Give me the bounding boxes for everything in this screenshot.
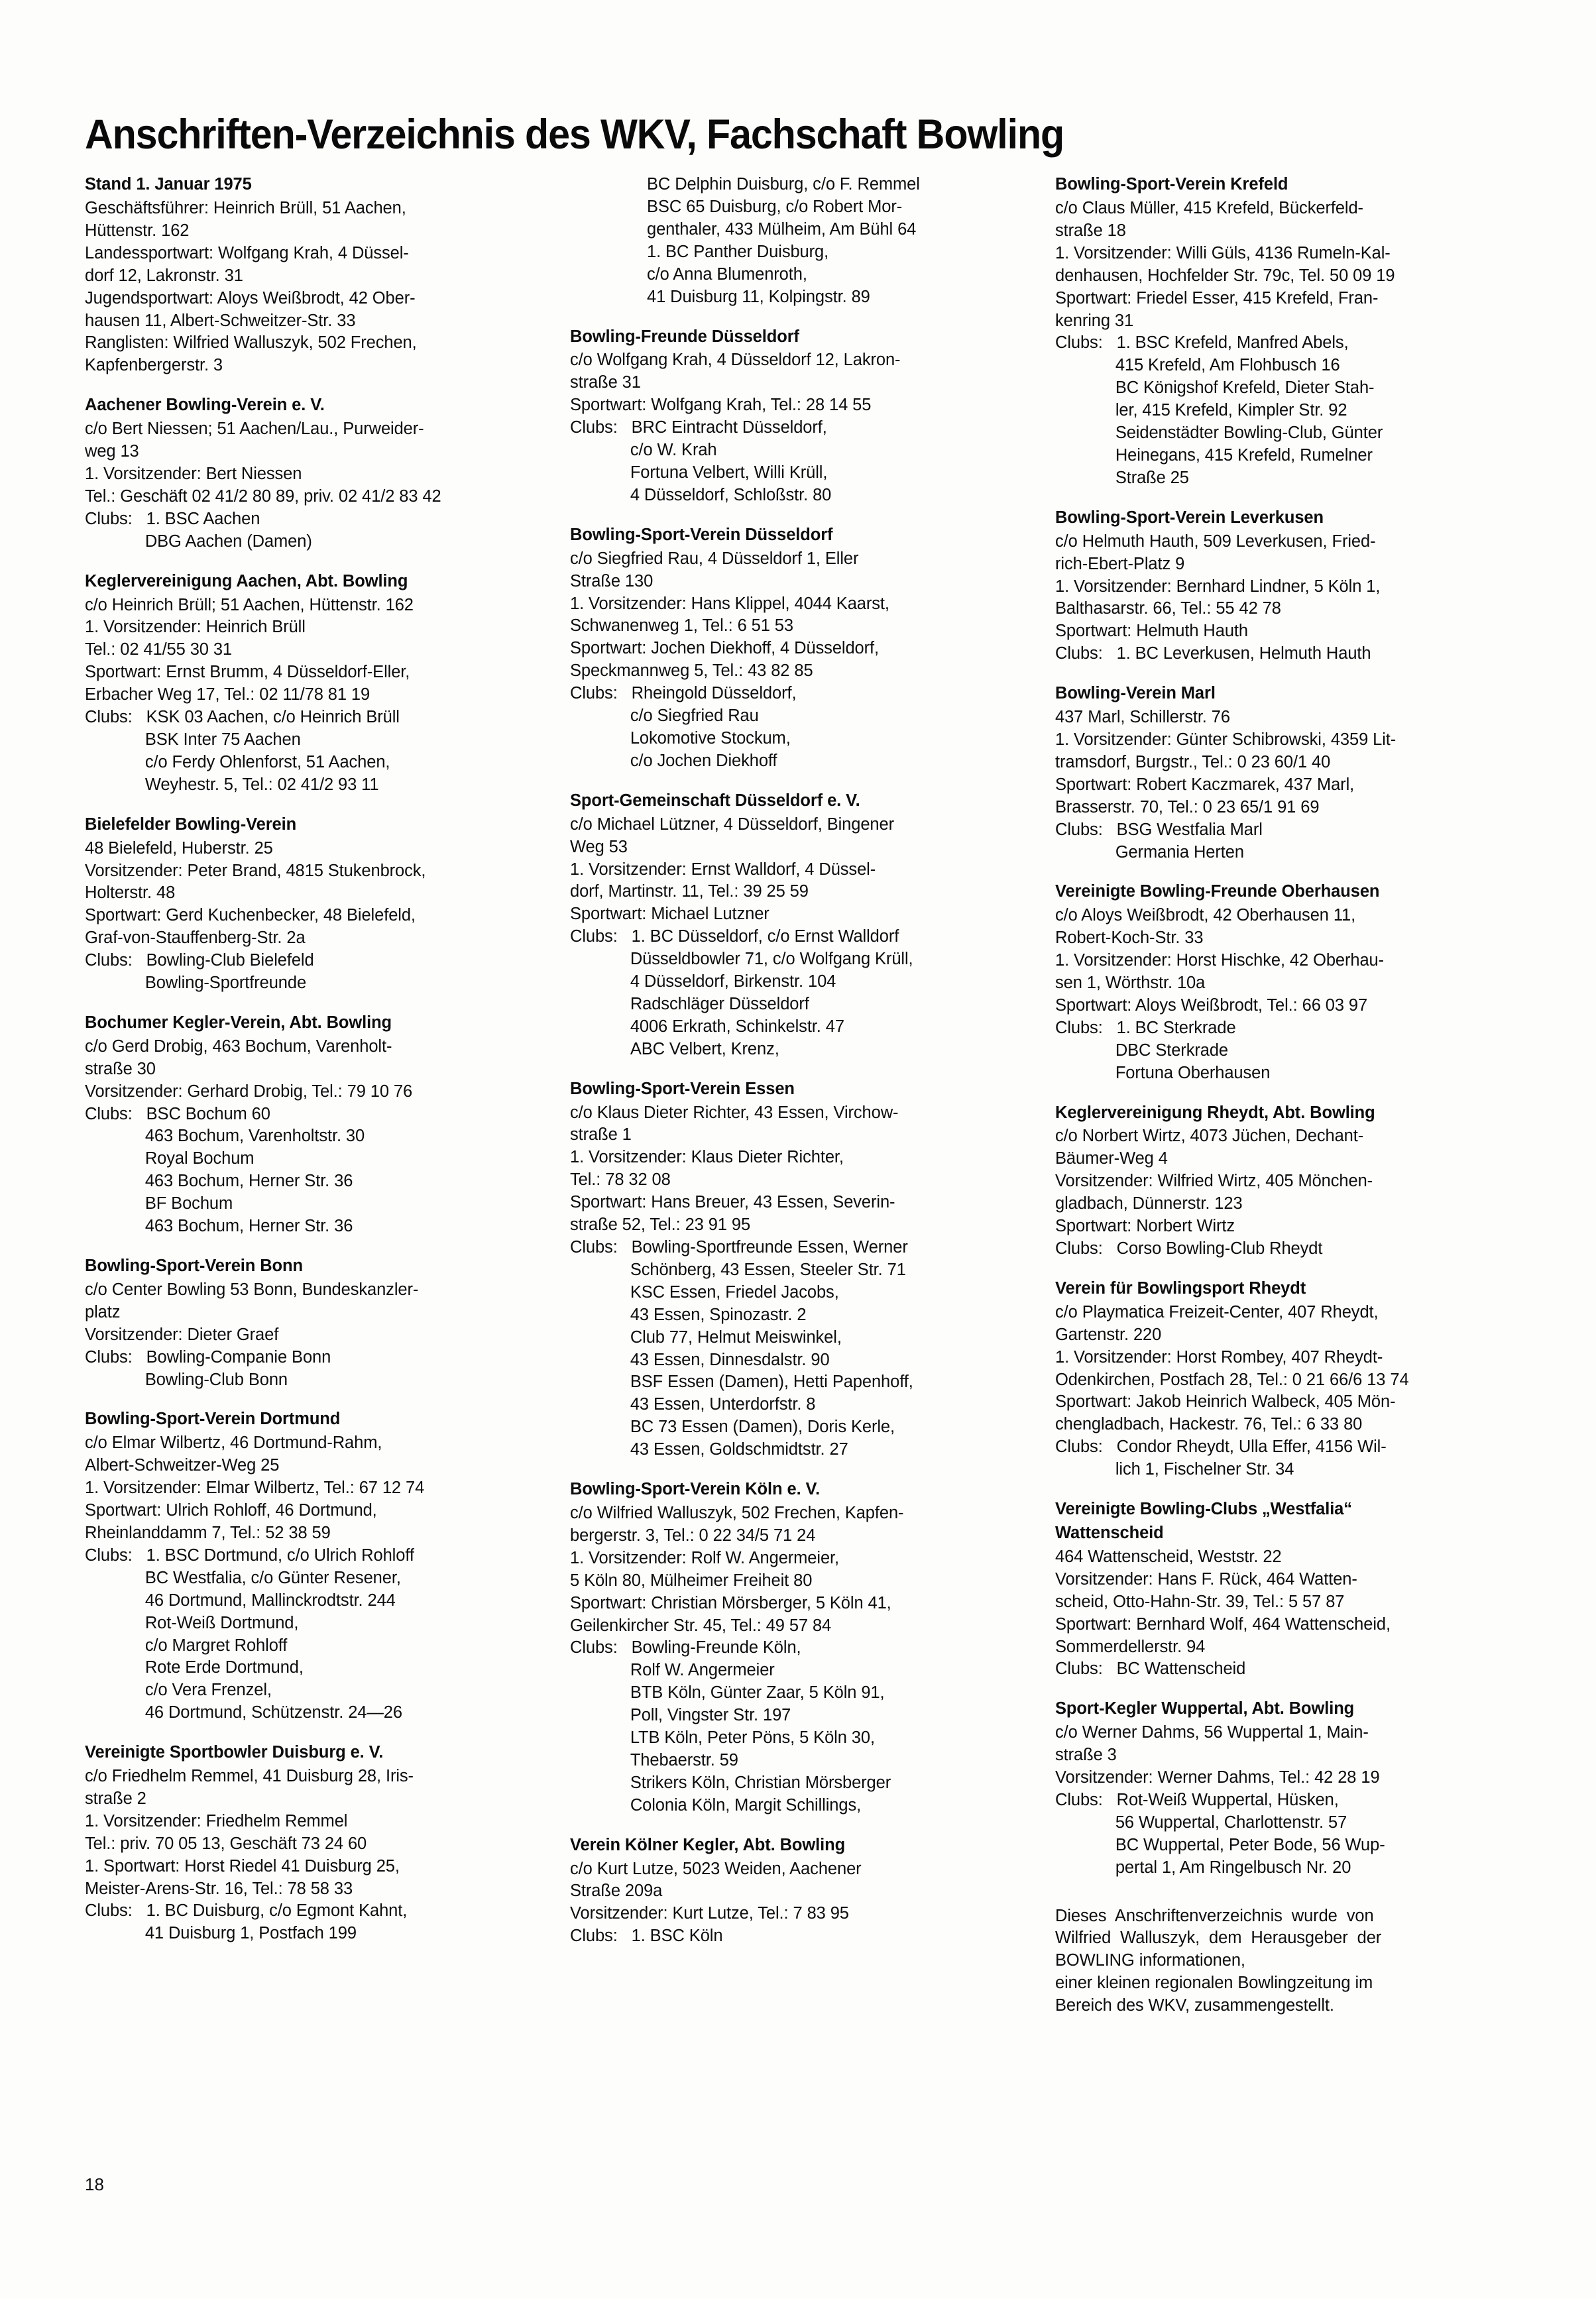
entry-line: pertal 1, Am Ringelbusch Nr. 20 <box>1055 1858 1351 1877</box>
entry-title: Bowling-Sport-Verein Köln e. V. <box>570 1480 821 1499</box>
entry-line: 48 Bielefeld, Huberstr. 25 <box>85 838 273 858</box>
entry-line: Ranglisten: Wilfried Walluszyk, 502 Frechen, <box>85 333 417 353</box>
entry-line: c/o Bert Niessen; 51 Aachen/Lau., Purweider- <box>85 420 424 439</box>
entry-line: bergerstr. 3, Tel.: 0 22 34/5 71 24 <box>570 1526 816 1545</box>
entry-line: 463 Bochum, Herner Str. 36 <box>85 1217 353 1236</box>
entry-line: c/o Jochen Diekhoff <box>570 751 777 770</box>
entry-line: Clubs: 1. BSC Dortmund, c/o Ulrich Rohloff <box>85 1545 414 1565</box>
entry-line: DBC Sterkrade <box>1055 1040 1228 1060</box>
entry-line: Albert-Schweitzer-Weg 25 <box>85 1456 280 1475</box>
entry-line: Clubs: Corso Bowling-Club Rheydt <box>1055 1239 1323 1259</box>
column-3 <box>1055 174 1510 2017</box>
entry-title: Bochumer Kegler-Verein, Abt. Bowling <box>85 1013 392 1032</box>
entry-line: Erbacher Weg 17, Tel.: 02 11/78 81 19 <box>85 685 370 704</box>
entry-title: Stand 1. Januar 1975 <box>85 175 252 194</box>
entry-line: 1. Vorsitzender: Elmar Wilbertz, Tel.: 67 12 74 <box>85 1479 425 1498</box>
entry-line: Thebaerstr. 59 <box>570 1750 738 1769</box>
entry-title: Keglervereinigung Aachen, Abt. Bowling <box>85 571 408 590</box>
entry-title: Bowling-Sport-Verein Krefeld <box>1055 175 1288 194</box>
entry-line: Vorsitzender: Kurt Lutze, Tel.: 7 83 95 <box>570 1904 849 1923</box>
entry-line: Sportwart: Bernhard Wolf, 464 Wattenscheid, <box>1055 1614 1391 1634</box>
entry-duisburg-clubs-continued <box>570 174 1025 308</box>
entry-line: c/o Ferdy Ohlenforst, 51 Aachen, <box>85 752 390 771</box>
entry-line: Schönberg, 43 Essen, Steeler Str. 71 <box>570 1260 906 1279</box>
entry-line: Schwanenweg 1, Tel.: 6 51 53 <box>570 616 793 636</box>
entry-line: Straße 209a <box>570 1881 663 1901</box>
entry-line: c/o Norbert Wirtz, 4073 Jüchen, Dechant- <box>1055 1127 1364 1146</box>
entry-bsv-bonn <box>85 1255 540 1391</box>
entry-line: Sportwart: Wolfgang Krah, Tel.: 28 14 55 <box>570 396 872 415</box>
entry-line: 43 Essen, Goldschmidtstr. 27 <box>570 1440 848 1459</box>
entry-line: BC Westfalia, c/o Günter Resener, <box>85 1568 401 1587</box>
entry-line: gladbach, Dünnerstr. 123 <box>1055 1194 1243 1213</box>
entry-line: ler, 415 Krefeld, Kimpler Str. 92 <box>1055 401 1347 420</box>
entry-line: Bowling-Club Bonn <box>85 1370 288 1389</box>
entry-line: c/o W. Krah <box>570 441 717 460</box>
entry-line: DBG Aachen (Damen) <box>85 532 312 551</box>
entry-line: c/o Wolfgang Krah, 4 Düsseldorf 12, Lakron- <box>570 351 901 370</box>
entry-line: c/o Gerd Drobig, 463 Bochum, Varenholt- <box>85 1037 392 1056</box>
entry-line: LTB Köln, Peter Pöns, 5 Köln 30, <box>570 1728 875 1748</box>
entry-line: c/o Aloys Weißbrodt, 42 Oberhausen 11, <box>1055 906 1356 925</box>
entry-bsv-essen <box>570 1078 1025 1461</box>
entry-line: Clubs: Rheingold Düsseldorf, <box>570 684 797 703</box>
entry-line: BC Delphin Duisburg, c/o F. Remmel <box>647 175 920 194</box>
entry-line: Clubs: Bowling-Freunde Köln, <box>570 1638 801 1657</box>
entry-line: c/o Werner Dahms, 56 Wuppertal 1, Main- <box>1055 1723 1369 1742</box>
entry-line: BTB Köln, Günter Zaar, 5 Köln 91, <box>570 1683 885 1703</box>
entry-title: Keglervereinigung Rheydt, Abt. Bowling <box>1055 1103 1375 1122</box>
entry-line: Clubs: 1. BSC Aachen <box>85 509 260 528</box>
entry-line: straße 2 <box>85 1789 146 1808</box>
entry-line: Bowling-Sportfreunde <box>85 974 307 993</box>
entry-line: 1. Vorsitzender: Günter Schibrowski, 4359 Lit- <box>1055 730 1396 749</box>
entry-line: BSC 65 Duisburg, c/o Robert Mor- <box>647 197 903 217</box>
entry-line: Clubs: Bowling-Club Bielefeld <box>85 951 314 970</box>
entry-line: BC Königshof Krefeld, Dieter Stah- <box>1055 378 1375 398</box>
entry-line: 1. Vorsitzender: Horst Rombey, 407 Rheydt- <box>1055 1347 1383 1367</box>
entry-title: Sport-Gemeinschaft Düsseldorf e. V. <box>570 791 860 810</box>
entry-title: Bowling-Sport-Verein Dortmund <box>85 1410 341 1429</box>
entry-line: BSF Essen (Damen), Hetti Papenhoff, <box>570 1373 913 1392</box>
entry-line: Clubs: Condor Rheydt, Ulla Effer, 4156 Wil- <box>1055 1437 1387 1457</box>
closing-note <box>1055 1905 1510 2018</box>
column-1 <box>85 174 540 1945</box>
entry-line: c/o Playmatica Freizeit-Center, 407 Rheydt, <box>1055 1302 1379 1321</box>
entry-title: Aachener Bowling-Verein e. V. <box>85 396 325 415</box>
entry-line: c/o Siegfried Rau, 4 Düsseldorf 1, Eller <box>570 549 859 568</box>
entry-line: straße 3 <box>1055 1746 1117 1765</box>
entry-line: 41 Duisburg 1, Postfach 199 <box>85 1924 357 1943</box>
entry-bsv-krefeld <box>1055 174 1510 490</box>
entry-line: Weyhestr. 5, Tel.: 02 41/2 93 11 <box>85 775 379 794</box>
entry-line: Vorsitzender: Peter Brand, 4815 Stukenbrock, <box>85 861 426 880</box>
entry-line: Rolf W. Angermeier <box>570 1661 775 1680</box>
entry-line: Geschäftsführer: Heinrich Brüll, 51 Aachen, <box>85 199 406 218</box>
entry-line: Colonia Köln, Margit Schillings, <box>570 1795 862 1815</box>
entry-keglervereinigung-rheydt <box>1055 1102 1510 1261</box>
entry-line: KSC Essen, Friedel Jacobs, <box>570 1282 839 1302</box>
entry-line: weg 13 <box>85 442 139 461</box>
entry-line: BF Bochum <box>85 1194 233 1213</box>
entry-line: kenring 31 <box>1055 311 1134 330</box>
entry-line: Sportwart: Ernst Brumm, 4 Düsseldorf-Eller, <box>85 663 410 682</box>
entry-line: Gartenstr. 220 <box>1055 1325 1162 1344</box>
entry-line: Vorsitzender: Werner Dahms, Tel.: 42 28 19 <box>1055 1768 1380 1787</box>
entry-line: Sportwart: Gerd Kuchenbecker, 48 Bielefeld, <box>85 906 416 925</box>
entry-line: Rot-Weiß Dortmund, <box>85 1613 299 1632</box>
entry-sport-kegler-wuppertal <box>1055 1698 1510 1879</box>
closing-line: Wilfried Walluszyk, dem Herausgeber der <box>1055 1929 1382 1948</box>
entry-title: Bowling-Sport-Verein Leverkusen <box>1055 508 1324 527</box>
page-content <box>85 113 1511 2017</box>
entry-title: Sport-Kegler Wuppertal, Abt. Bowling <box>1055 1699 1355 1718</box>
entry-line: Balthasarstr. 66, Tel.: 55 42 78 <box>1055 599 1281 618</box>
entry-title: Vereinigte Sportbowler Duisburg e. V. <box>85 1743 384 1762</box>
entry-line: BC Wuppertal, Peter Bode, 56 Wup- <box>1055 1835 1385 1854</box>
entry-line: Sportwart: Hans Breuer, 43 Essen, Severin- <box>570 1193 895 1212</box>
entry-line: Straße 25 <box>1055 468 1189 487</box>
entry-stand <box>85 174 540 377</box>
entry-line: Sommerdellerstr. 94 <box>1055 1637 1206 1656</box>
entry-line: Sportwart: Friedel Esser, 415 Krefeld, Fran- <box>1055 288 1379 308</box>
entry-line: straße 30 <box>85 1059 156 1078</box>
entry-line: 46 Dortmund, Schützenstr. 24—26 <box>85 1703 402 1722</box>
entry-line: Sportwart: Aloys Weißbrodt, Tel.: 66 03 97 <box>1055 995 1368 1015</box>
entry-bsv-duesseldorf <box>570 524 1025 773</box>
entry-line: c/o Kurt Lutze, 5023 Weiden, Aachener <box>570 1859 862 1878</box>
entry-line: 41 Duisburg 11, Kolpingstr. 89 <box>647 287 870 306</box>
entry-line: Clubs: BSC Bochum 60 <box>85 1104 270 1123</box>
entry-line: Clubs: BRC Eintracht Düsseldorf, <box>570 418 827 437</box>
page-number: 18 <box>85 2174 104 2194</box>
entry-bsv-dortmund <box>85 1408 540 1724</box>
entry-title: Bowling-Sport-Verein Düsseldorf <box>570 525 833 544</box>
entry-line: Fortuna Velbert, Willi Krüll, <box>570 463 828 482</box>
entry-line: Sportwart: Michael Lutzner <box>570 905 770 924</box>
entry-line: 5 Köln 80, Mülheimer Freiheit 80 <box>570 1571 813 1590</box>
entry-line: Weg 53 <box>570 837 628 856</box>
entry-bielefelder-bowling-verein <box>85 814 540 995</box>
entry-line: Tel.: Geschäft 02 41/2 80 89, priv. 02 41/2 83 42 <box>85 486 441 506</box>
entry-line: c/o Elmar Wilbertz, 46 Dortmund-Rahm, <box>85 1433 382 1453</box>
entry-line: c/o Claus Müller, 415 Krefeld, Bückerfeld- <box>1055 199 1363 218</box>
entry-line: Strikers Köln, Christian Mörsberger <box>570 1773 891 1792</box>
entry-line: 415 Krefeld, Am Flohbusch 16 <box>1055 356 1340 375</box>
page-title: Anschriften-Verzeichnis des WKV, Fachschaft Bowling <box>85 111 1064 158</box>
entry-bowling-freunde-duesseldorf <box>570 326 1025 507</box>
entry-line: Vorsitzender: Gerhard Drobig, Tel.: 79 10 76 <box>85 1082 413 1101</box>
entry-line: Jugendsportwart: Aloys Weißbrodt, 42 Ober- <box>85 288 416 308</box>
entry-line: Vorsitzender: Dieter Graef <box>85 1325 279 1344</box>
entry-line: 463 Bochum, Varenholtstr. 30 <box>85 1127 365 1146</box>
entry-line: c/o Michael Lützner, 4 Düsseldorf, Bingener <box>570 814 894 834</box>
closing-line: einer kleinen regionalen Bowlingzeitung im <box>1055 1974 1373 1993</box>
entry-bsv-koeln <box>570 1479 1025 1817</box>
entry-line: Sportwart: Ulrich Rohloff, 46 Dortmund, <box>85 1501 377 1520</box>
entry-line: Clubs: 1. BSC Krefeld, Manfred Abels, <box>1055 333 1349 353</box>
entry-line: Vorsitzender: Wilfried Wirtz, 405 Mönchen- <box>1055 1172 1373 1191</box>
entry-line: Sportwart: Norbert Wirtz <box>1055 1217 1235 1236</box>
entry-line: Fortuna Oberhausen <box>1055 1063 1271 1082</box>
entry-line: 1. Sportwart: Horst Riedel 41 Duisburg 25, <box>85 1856 400 1876</box>
entry-line: 4006 Erkrath, Schinkelstr. 47 <box>570 1017 844 1036</box>
entry-line: Odenkirchen, Postfach 28, Tel.: 0 21 66/6 13 74 <box>1055 1370 1409 1389</box>
entry-line: 464 Wattenscheid, Weststr. 22 <box>1055 1547 1282 1566</box>
entry-line: c/o Klaus Dieter Richter, 43 Essen, Virchow- <box>570 1103 899 1122</box>
entry-line: BC 73 Essen (Damen), Doris Kerle, <box>570 1418 895 1437</box>
entry-title: Bielefelder Bowling-Verein <box>85 814 297 834</box>
entry-line: 43 Essen, Spinozastr. 2 <box>570 1305 807 1324</box>
entry-title: Bowling-Sport-Verein Essen <box>570 1079 795 1098</box>
entry-line: Club 77, Helmut Meiswinkel, <box>570 1327 842 1347</box>
entry-line: Clubs: KSK 03 Aachen, c/o Heinrich Brüll <box>85 708 400 727</box>
entry-line: Lokomotive Stockum, <box>570 728 791 748</box>
entry-keglervereinigung-aachen <box>85 571 540 797</box>
entry-line: c/o Siegfried Rau <box>570 706 759 726</box>
entry-line: Clubs: BSG Westfalia Marl <box>1055 820 1263 839</box>
entry-line: dorf 12, Lakronstr. 31 <box>85 266 243 285</box>
entry-line: straße 18 <box>1055 221 1126 240</box>
entry-line: genthaler, 433 Mülheim, Am Bühl 64 <box>647 219 917 239</box>
entry-line: 1. Vorsitzender: Bert Niessen <box>85 465 302 484</box>
entry-line: c/o Wilfried Walluszyk, 502 Frechen, Kapfen- <box>570 1503 904 1522</box>
entry-line: BSK Inter 75 Aachen <box>85 730 301 749</box>
entry-title: Bowling-Sport-Verein Bonn <box>85 1257 303 1276</box>
entry-line: Graf-von-Stauffenberg-Str. 2a <box>85 928 306 948</box>
closing-line: Dieses Anschriftenverzeichnis wurde von <box>1055 1906 1374 1925</box>
entry-vereinigte-bowling-clubs-westfalia-wattenscheid <box>1055 1498 1510 1681</box>
entry-line: platz <box>85 1302 121 1321</box>
entry-line: 1. Vorsitzender: Rolf W. Angermeier, <box>570 1548 840 1567</box>
entry-line: lich 1, Fischelner Str. 34 <box>1055 1460 1294 1479</box>
entry-line: c/o Heinrich Brüll; 51 Aachen, Hüttenstr. 162 <box>85 595 414 614</box>
entry-line: Radschläger Düsseldorf <box>570 994 809 1013</box>
entry-line: Clubs: 1. BC Düsseldorf, c/o Ernst Walldorf <box>570 927 899 946</box>
entry-line: Rheinlanddamm 7, Tel.: 52 38 59 <box>85 1523 331 1542</box>
closing-line: BOWLING informationen, <box>1055 1951 1245 1970</box>
entry-line: 56 Wuppertal, Charlottenstr. 57 <box>1055 1813 1347 1832</box>
entry-line: Germania Herten <box>1055 842 1244 862</box>
entry-line: 46 Dortmund, Mallinckrodtstr. 244 <box>85 1591 396 1610</box>
entry-line: 43 Essen, Unterdorfstr. 8 <box>570 1395 816 1414</box>
entry-line: Sportwart: Christian Mörsberger, 5 Köln 41, <box>570 1593 891 1612</box>
entry-line: straße 52, Tel.: 23 91 95 <box>570 1215 751 1235</box>
entry-line: Clubs: BC Wattenscheid <box>1055 1659 1246 1679</box>
entry-line: Clubs: Bowling-Sportfreunde Essen, Werner <box>570 1238 908 1257</box>
entry-line: 1. Vorsitzender: Hans Klippel, 4044 Kaarst, <box>570 594 889 613</box>
entry-line: ABC Velbert, Krenz, <box>570 1039 779 1058</box>
three-column-layout <box>85 174 1511 2017</box>
entry-line: c/o Friedhelm Remmel, 41 Duisburg 28, Iris- <box>85 1767 414 1786</box>
entry-line: Clubs: 1. BC Leverkusen, Helmuth Hauth <box>1055 644 1371 663</box>
entry-line: Geilenkircher Str. 45, Tel.: 49 57 84 <box>570 1616 832 1635</box>
entry-line: Holterstr. 48 <box>85 883 176 903</box>
entry-title: Bowling-Freunde Düsseldorf <box>570 327 799 346</box>
entry-line: Clubs: 1. BC Duisburg, c/o Egmont Kahnt, <box>85 1901 408 1921</box>
entry-sport-gemeinschaft-duesseldorf <box>570 790 1025 1061</box>
entry-line: Kapfenbergerstr. 3 <box>85 356 223 375</box>
entry-line: Meister-Arens-Str. 16, Tel.: 78 58 33 <box>85 1879 353 1898</box>
entry-line: dorf, Martinstr. 11, Tel.: 39 25 59 <box>570 882 809 901</box>
entry-aachener-bowling-verein <box>85 394 540 553</box>
entry-title: Verein Kölner Kegler, Abt. Bowling <box>570 1835 846 1854</box>
entry-line: Tel.: 02 41/55 30 31 <box>85 640 233 659</box>
entry-line: Seidenstädter Bowling-Club, Günter <box>1055 423 1383 443</box>
entry-line: Vorsitzender: Hans F. Rück, 464 Watten- <box>1055 1569 1357 1589</box>
entry-vereinigte-sportbowler-duisburg <box>85 1742 540 1945</box>
entry-line: Robert-Koch-Str. 33 <box>1055 928 1204 948</box>
entry-line: Straße 130 <box>570 571 654 590</box>
entry-line: Poll, Vingster Str. 197 <box>570 1706 791 1725</box>
entry-line: Brasserstr. 70, Tel.: 0 23 65/1 91 69 <box>1055 797 1320 816</box>
entry-verein-fuer-bowlingsport-rheydt <box>1055 1278 1510 1481</box>
entry-line: Speckmannweg 5, Tel.: 43 82 85 <box>570 661 813 681</box>
entry-title: Verein für Bowlingsport Rheydt <box>1055 1278 1306 1298</box>
entry-verein-koelner-kegler <box>570 1834 1025 1948</box>
entry-line: Clubs: Bowling-Companie Bonn <box>85 1347 331 1367</box>
entry-line: 4 Düsseldorf, Schloßstr. 80 <box>570 485 832 504</box>
entry-line: Hüttenstr. 162 <box>85 221 190 240</box>
entry-line: chengladbach, Hackestr. 76, Tel.: 6 33 80 <box>1055 1415 1363 1434</box>
entry-line: straße 1 <box>570 1125 632 1145</box>
entry-title: Vereinigte Bowling-Clubs „Westfalia“ <box>1055 1500 1352 1519</box>
entry-line: 1. Vorsitzender: Ernst Walldorf, 4 Düssel- <box>570 860 876 879</box>
entry-line: Bäumer-Weg 4 <box>1055 1149 1168 1168</box>
entry-line: 1. Vorsitzender: Friedhelm Remmel <box>85 1811 348 1830</box>
entry-line: c/o Vera Frenzel, <box>85 1681 272 1700</box>
entry-line: Heinegans, 415 Krefeld, Rumelner <box>1055 446 1373 465</box>
entry-line: hausen 11, Albert-Schweitzer-Str. 33 <box>85 311 356 330</box>
entry-line: 4 Düsseldorf, Birkenstr. 104 <box>570 972 836 991</box>
entry-line: 1. Vorsitzender: Klaus Dieter Richter, <box>570 1148 844 1167</box>
column-2 <box>570 174 1025 1948</box>
entry-line: c/o Margret Rohloff <box>85 1636 288 1655</box>
entry-line: Clubs: 1. BC Sterkrade <box>1055 1018 1236 1037</box>
entry-line: Tel.: 78 32 08 <box>570 1170 671 1190</box>
entry-line: Royal Bochum <box>85 1149 255 1168</box>
entry-line: c/o Center Bowling 53 Bonn, Bundeskanzler- <box>85 1280 419 1299</box>
entry-line: 437 Marl, Schillerstr. 76 <box>1055 708 1230 727</box>
entry-line: Rote Erde Dortmund, <box>85 1658 304 1677</box>
entry-line: 1. BC Panther Duisburg, <box>647 242 829 261</box>
entry-line: 1. Vorsitzender: Heinrich Brüll <box>85 618 306 637</box>
entry-line: 1. Vorsitzender: Bernhard Lindner, 5 Köln 1, <box>1055 577 1381 596</box>
entry-line: denhausen, Hochfelder Str. 79c, Tel. 50 09 19 <box>1055 266 1395 285</box>
entry-line: Clubs: 1. BSC Köln <box>570 1927 723 1946</box>
entry-line: scheid, Otto-Hahn-Str. 39, Tel.: 5 57 87 <box>1055 1592 1345 1611</box>
entry-line: c/o Helmuth Hauth, 509 Leverkusen, Fried- <box>1055 532 1376 551</box>
entry-line: 43 Essen, Dinnesdalstr. 90 <box>570 1350 830 1369</box>
entry-line: 463 Bochum, Herner Str. 36 <box>85 1172 353 1191</box>
entry-vereinigte-bowling-freunde-oberhausen <box>1055 881 1510 1084</box>
entry-line: 1. Vorsitzender: Willi Güls, 4136 Rumeln-Kal- <box>1055 243 1391 262</box>
entry-title: Vereinigte Bowling-Freunde Oberhausen <box>1055 882 1380 901</box>
entry-line: Sportwart: Jochen Diekhoff, 4 Düsseldorf, <box>570 639 879 658</box>
entry-line: sen 1, Wörthstr. 10a <box>1055 974 1206 993</box>
entry-title: Bowling-Verein Marl <box>1055 684 1216 703</box>
entry-line: Sportwart: Jakob Heinrich Walbeck, 405 Mön- <box>1055 1392 1396 1412</box>
entry-line: tramsdorf, Burgstr., Tel.: 0 23 60/1 40 <box>1055 752 1331 771</box>
entry-line: c/o Anna Blumenroth, <box>647 264 807 284</box>
entry-line: Landessportwart: Wolfgang Krah, 4 Düssel- <box>85 243 409 262</box>
entry-line: 1. Vorsitzender: Horst Hischke, 42 Oberhau- <box>1055 951 1385 970</box>
entry-bsv-leverkusen <box>1055 507 1510 665</box>
closing-line: Bereich des WKV, zusammengestellt. <box>1055 1996 1334 2015</box>
entry-line: Clubs: Rot-Weiß Wuppertal, Hüsken, <box>1055 1790 1339 1809</box>
entry-title-second-line: Wattenscheid <box>1055 1523 1164 1542</box>
entry-line: Sportwart: Robert Kaczmarek, 437 Marl, <box>1055 775 1355 794</box>
entry-bochumer-kegler-verein <box>85 1012 540 1238</box>
entry-line: straße 31 <box>570 373 641 392</box>
entry-line: Tel.: priv. 70 05 13, Geschäft 73 24 60 <box>85 1834 367 1853</box>
entry-line: Sportwart: Helmuth Hauth <box>1055 622 1248 641</box>
entry-line: Düsseldbowler 71, c/o Wolfgang Krüll, <box>570 950 913 969</box>
entry-bowling-verein-marl <box>1055 683 1510 864</box>
entry-line: rich-Ebert-Platz 9 <box>1055 554 1185 573</box>
